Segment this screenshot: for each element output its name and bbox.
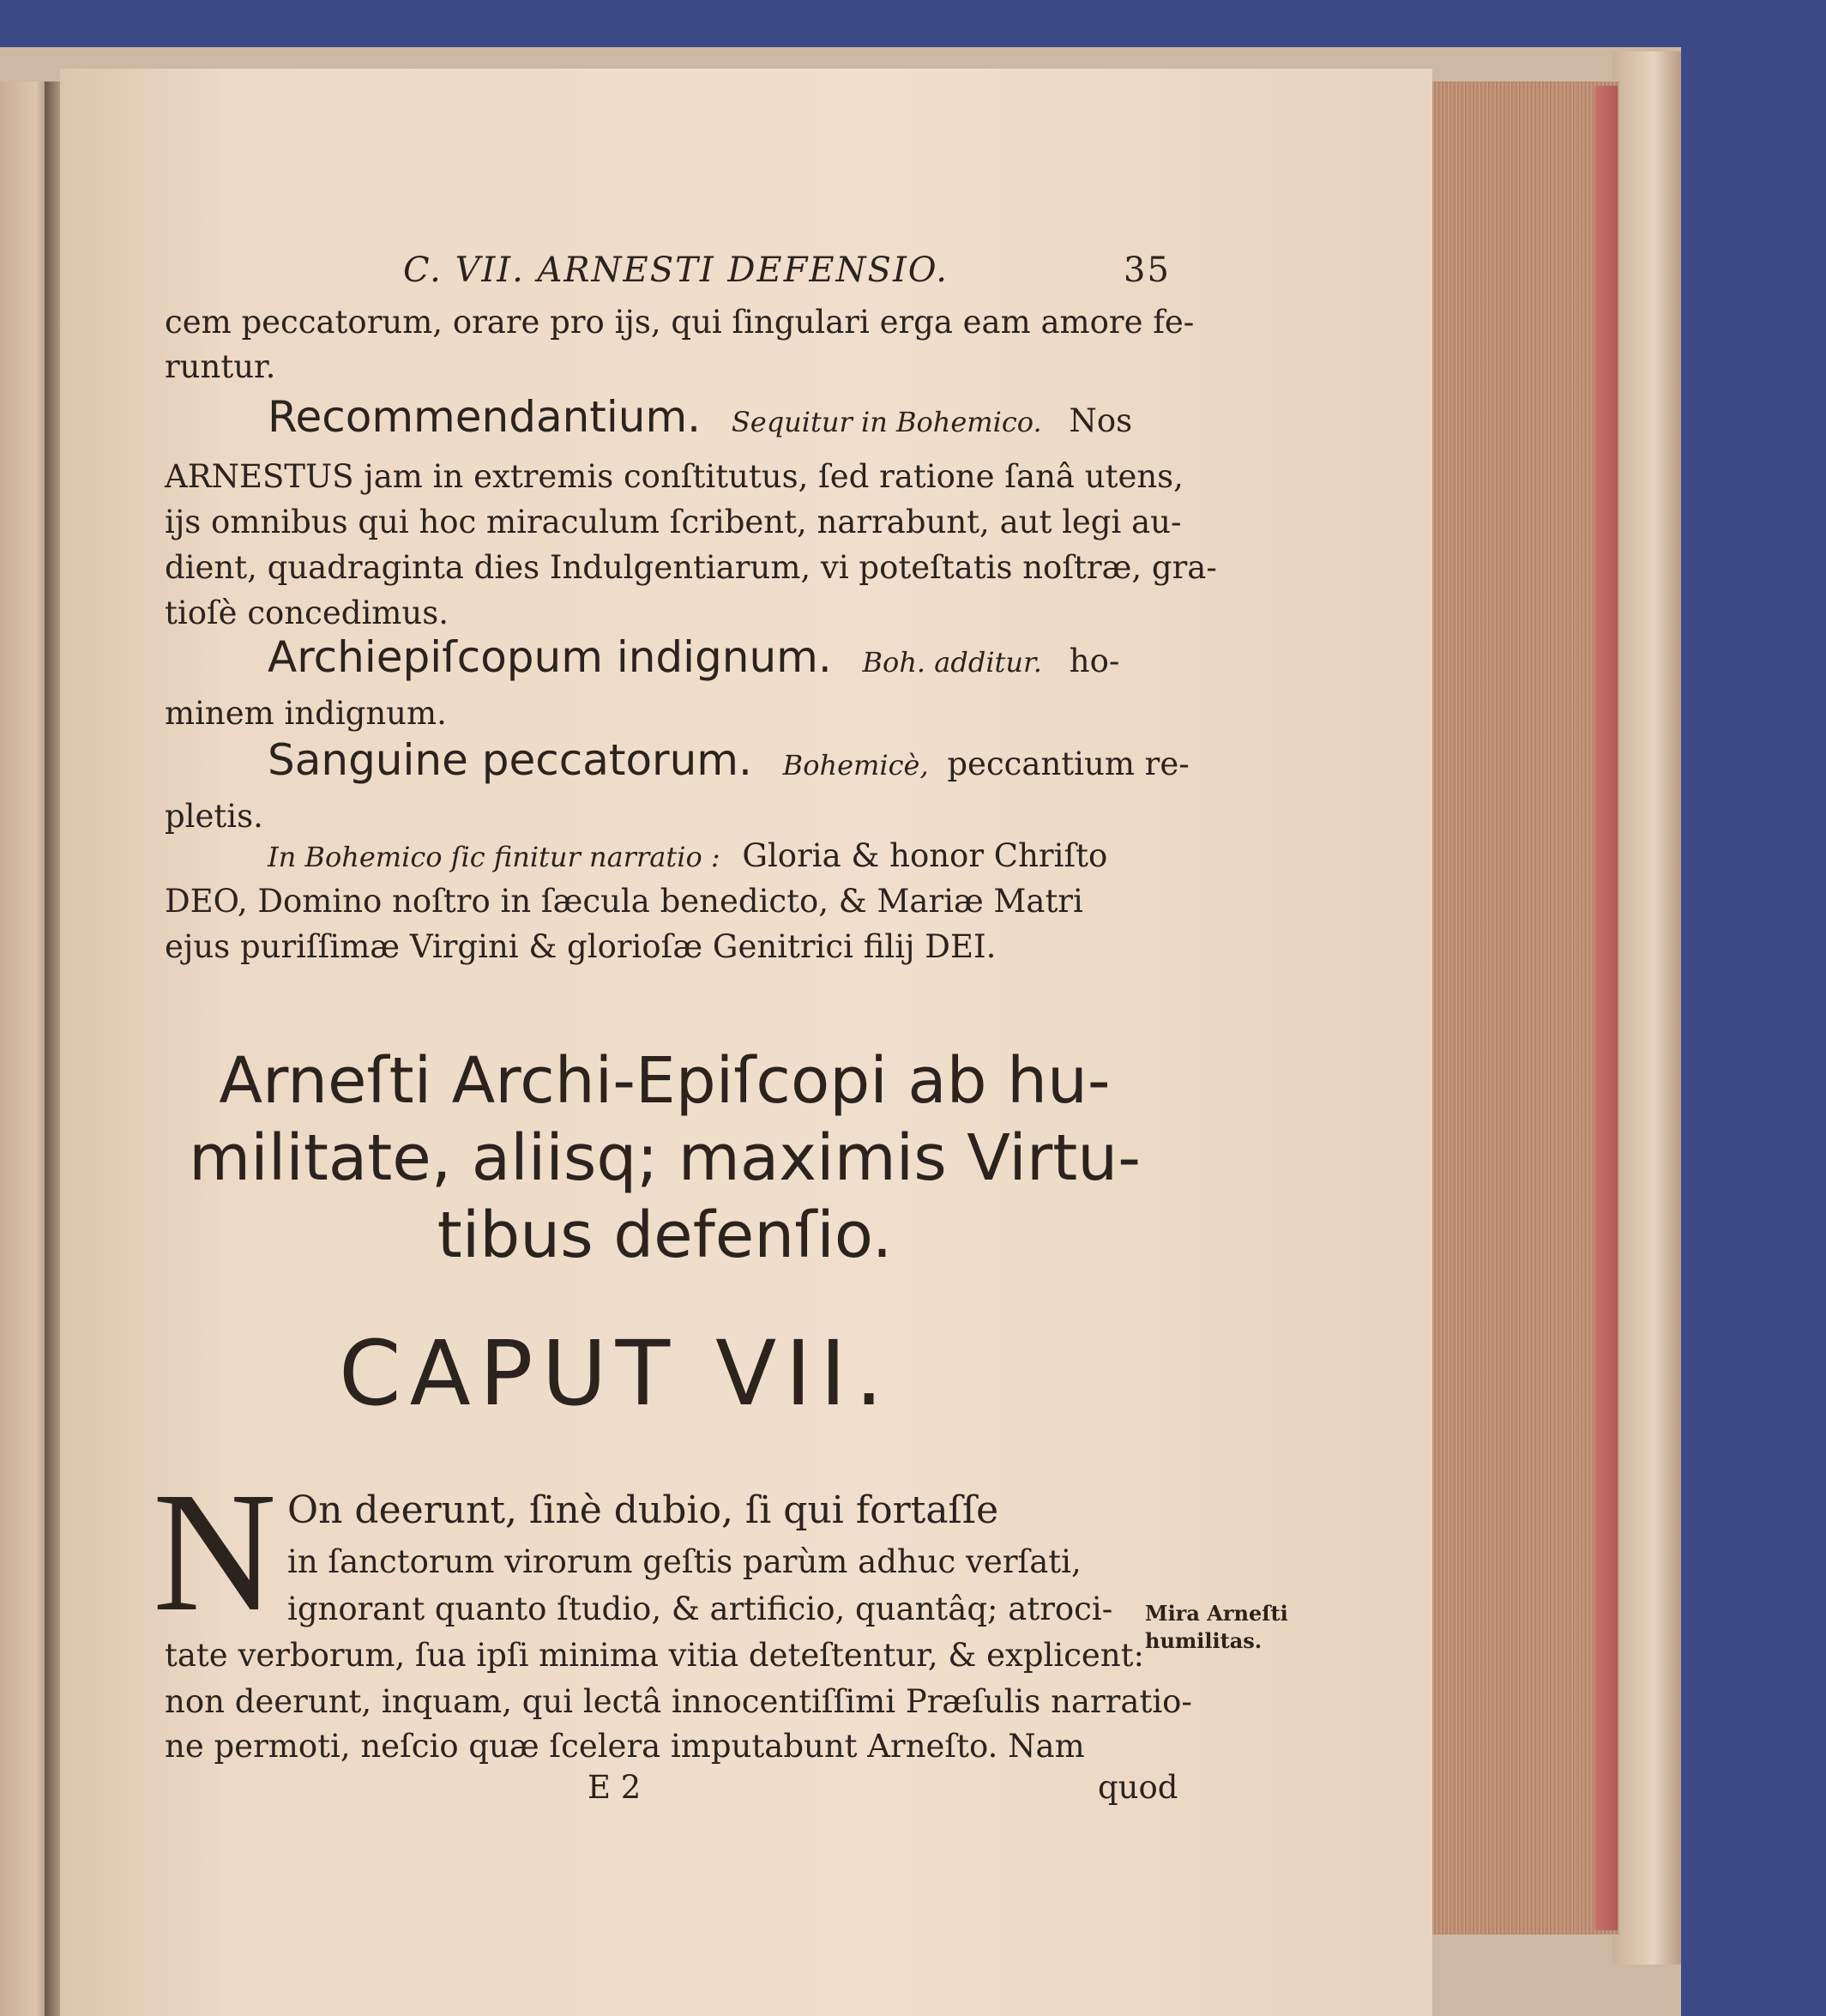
chapter-heading-line: tibus defenſio. <box>437 1198 893 1272</box>
drop-cap: N <box>153 1458 277 1647</box>
signature-mark: E 2 <box>588 1769 642 1806</box>
text-line: dient, quadraginta dies Indulgentiarum, vi poteſtatis noſtræ, gra- <box>165 549 1217 586</box>
catchword: quod <box>1098 1769 1178 1806</box>
margin-note <box>1145 1600 1288 1655</box>
text-line: DEO, Domino noſtro in ſæcula benedicto, & Mariæ Matri <box>165 883 1083 920</box>
lemma: Archiepiſcopum indignum. <box>268 632 832 682</box>
page-block-edges <box>1424 81 1619 1935</box>
book-cover-edge <box>1612 51 1681 1965</box>
chapter-heading-line: militate, aliisq; maximis Virtu- <box>189 1121 1141 1195</box>
margin-note-line: humilitas. <box>1145 1628 1263 1653</box>
text-line: ijs omnibus qui hoc miraculum ſcribent, narrabunt, aut legi au- <box>165 504 1182 540</box>
text-line <box>165 834 1107 879</box>
text-line <box>165 735 1190 788</box>
right-page <box>60 69 1432 2016</box>
text-line: minem indignum. <box>165 695 447 732</box>
page-number: 35 <box>1124 250 1171 290</box>
text-line: non deerunt, inquam, qui lectâ innocentiſſimi Præſulis narratio- <box>165 1683 1192 1720</box>
text-span: Nos <box>1069 402 1133 439</box>
note: Sequitur in Bohemico. <box>731 406 1042 438</box>
text-line: tate verborum, ſua ipſi minima vitia deteſtentur, & explicent: <box>165 1637 1144 1674</box>
margin-note-line: Mira Arneſti <box>1145 1601 1288 1626</box>
red-page-edge <box>1595 86 1618 1930</box>
text-span: ho- <box>1069 643 1120 679</box>
note: Bohemicè, <box>782 749 929 782</box>
text-span: peccantium re- <box>947 745 1190 782</box>
lemma: Recommendantium. <box>268 392 702 442</box>
text-line <box>165 632 1120 685</box>
chapter-number: CAPUT VII. <box>339 1321 892 1426</box>
text-line: runtur. <box>165 348 276 385</box>
note: In Bohemico ſic finitur narratio : <box>268 841 720 873</box>
text-line: pletis. <box>165 798 263 835</box>
text-line <box>165 392 1133 444</box>
chapter-heading-line: Arneſti Archi-Epiſcopi ab hu- <box>219 1044 1111 1118</box>
text-line: tioſè concedimus. <box>165 595 449 631</box>
text-line: On deerunt, ſinè dubio, ſi qui fortaſſe <box>287 1488 999 1532</box>
text-span: Gloria & honor Chriſto <box>742 837 1108 874</box>
text-line: ARNESTUS jam in extremis conſtitutus, ſed ratione ſanâ utens, <box>165 458 1184 495</box>
text-line: cem peccatorum, orare pro ijs, qui ſingulari erga eam amore fe- <box>165 304 1195 341</box>
text-line: ignorant quanto ſtudio, & artificio, quantâq; atroci- <box>287 1590 1113 1627</box>
note: Boh. additur. <box>862 646 1042 679</box>
lemma: Sanguine peccatorum. <box>268 735 752 785</box>
text-line: ne permoti, neſcio quæ ſcelera imputabunt Arneſto. Nam <box>165 1728 1085 1765</box>
text-line: in ſanctorum virorum geſtis parùm adhuc verſati, <box>287 1543 1082 1580</box>
left-page-edge <box>0 81 51 2016</box>
text-line: ejus puriſſimæ Virgini & glorioſæ Genitrici filij DEI. <box>165 928 997 965</box>
running-head-title: C. VII. ARNESTI DEFENSIO. <box>403 250 949 290</box>
